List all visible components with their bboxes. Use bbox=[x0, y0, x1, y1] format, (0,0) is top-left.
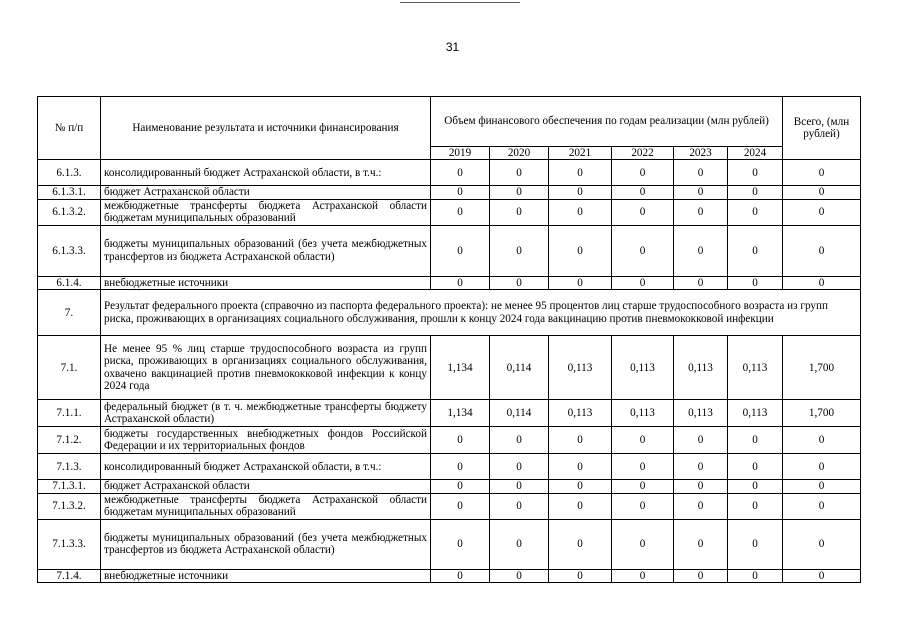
row-name: федеральный бюджет (в т. ч. межбюджетные трансферты бюджету Астраханской области) bbox=[101, 400, 431, 427]
value-2024: 0,113 bbox=[728, 336, 783, 400]
value-2023: 0,113 bbox=[674, 400, 728, 427]
header-name: Наименование результата и источники финансирования bbox=[101, 97, 431, 160]
value-2022: 0 bbox=[612, 454, 674, 480]
row-code: 6.1.4. bbox=[38, 276, 101, 289]
table-row bbox=[38, 400, 861, 427]
table-row bbox=[38, 519, 861, 569]
value-2019: 0 bbox=[431, 199, 490, 225]
header-year-2020: 2020 bbox=[490, 147, 549, 160]
value-2020: 0 bbox=[490, 454, 549, 480]
row-name: консолидированный бюджет Астраханской области, в т.ч.: bbox=[101, 160, 431, 186]
value-total: 0 bbox=[783, 454, 861, 480]
table-row bbox=[38, 336, 861, 400]
value-2023: 0 bbox=[674, 569, 728, 582]
value-2021: 0 bbox=[549, 427, 612, 454]
row-name: межбюджетные трансферты бюджета Астраханской области бюджетам муниципальных образований bbox=[101, 199, 431, 225]
value-2021: 0 bbox=[549, 186, 612, 199]
value-2022: 0 bbox=[612, 276, 674, 289]
value-2024: 0 bbox=[728, 225, 783, 276]
row-name: бюджет Астраханской области bbox=[101, 480, 431, 493]
value-2022: 0,113 bbox=[612, 400, 674, 427]
value-2019: 1,134 bbox=[431, 400, 490, 427]
value-2024: 0 bbox=[728, 160, 783, 186]
row-code: 6.1.3.2. bbox=[38, 199, 101, 225]
value-2022: 0 bbox=[612, 519, 674, 569]
table-row bbox=[38, 427, 861, 454]
row-name: бюджеты государственных внебюджетных фондов Российской Федерации и их территориальных фондов bbox=[101, 427, 431, 454]
value-2024: 0 bbox=[728, 454, 783, 480]
table-row bbox=[38, 290, 861, 336]
value-2022: 0,113 bbox=[612, 336, 674, 400]
value-2020: 0 bbox=[490, 480, 549, 493]
value-2022: 0 bbox=[612, 160, 674, 186]
value-2021: 0 bbox=[549, 160, 612, 186]
value-2023: 0,113 bbox=[674, 336, 728, 400]
value-2022: 0 bbox=[612, 493, 674, 519]
row-code: 6.1.3.3. bbox=[38, 225, 101, 276]
value-2024: 0 bbox=[728, 427, 783, 454]
value-2019: 0 bbox=[431, 519, 490, 569]
top-rule bbox=[400, 2, 520, 3]
value-2019: 1,134 bbox=[431, 336, 490, 400]
table-row bbox=[38, 186, 861, 199]
row-name: консолидированный бюджет Астраханской области, в т.ч.: bbox=[101, 454, 431, 480]
value-total: 0 bbox=[783, 186, 861, 199]
row-code: 7.1.1. bbox=[38, 400, 101, 427]
row-code: 7.1.2. bbox=[38, 427, 101, 454]
value-2023: 0 bbox=[674, 225, 728, 276]
value-total: 0 bbox=[783, 519, 861, 569]
row-name: бюджеты муниципальных образований (без учета межбюджетных трансфертов из бюджета Астраханской области) bbox=[101, 225, 431, 276]
value-2019: 0 bbox=[431, 160, 490, 186]
row-code: 7.1.3.3. bbox=[38, 519, 101, 569]
table-row bbox=[38, 276, 861, 289]
value-2020: 0,114 bbox=[490, 400, 549, 427]
value-2022: 0 bbox=[612, 427, 674, 454]
row-name: внебюджетные источники bbox=[101, 569, 431, 582]
value-2021: 0 bbox=[549, 493, 612, 519]
header-year-2019: 2019 bbox=[431, 147, 490, 160]
value-2021: 0 bbox=[549, 569, 612, 582]
row-code: 6.1.3. bbox=[38, 160, 101, 186]
value-total: 1,700 bbox=[783, 336, 861, 400]
row-code: 7.1.3.1. bbox=[38, 480, 101, 493]
value-2019: 0 bbox=[431, 225, 490, 276]
value-2022: 0 bbox=[612, 569, 674, 582]
value-2023: 0 bbox=[674, 427, 728, 454]
value-2020: 0 bbox=[490, 186, 549, 199]
value-2021: 0 bbox=[549, 199, 612, 225]
value-total: 0 bbox=[783, 160, 861, 186]
table-row bbox=[38, 454, 861, 480]
value-2023: 0 bbox=[674, 480, 728, 493]
value-2023: 0 bbox=[674, 493, 728, 519]
value-2023: 0 bbox=[674, 199, 728, 225]
header-year-2021: 2021 bbox=[549, 147, 612, 160]
value-2020: 0 bbox=[490, 160, 549, 186]
table-row bbox=[38, 160, 861, 186]
table-row bbox=[38, 480, 861, 493]
value-total: 0 bbox=[783, 427, 861, 454]
value-2024: 0,113 bbox=[728, 400, 783, 427]
table-row bbox=[38, 199, 861, 225]
value-2020: 0 bbox=[490, 519, 549, 569]
value-2019: 0 bbox=[431, 454, 490, 480]
value-2023: 0 bbox=[674, 160, 728, 186]
header-year-2024: 2024 bbox=[728, 147, 783, 160]
value-2024: 0 bbox=[728, 199, 783, 225]
value-2020: 0 bbox=[490, 199, 549, 225]
row-name: бюджеты муниципальных образований (без учета межбюджетных трансфертов из бюджета Астраханской области) bbox=[101, 519, 431, 569]
value-2024: 0 bbox=[728, 276, 783, 289]
row-name: бюджет Астраханской области bbox=[101, 186, 431, 199]
value-total: 0 bbox=[783, 493, 861, 519]
value-2022: 0 bbox=[612, 186, 674, 199]
header-total: Всего, (млн рублей) bbox=[783, 97, 861, 160]
value-2020: 0 bbox=[490, 225, 549, 276]
value-2019: 0 bbox=[431, 427, 490, 454]
value-2021: 0 bbox=[549, 276, 612, 289]
row-code: 7.1. bbox=[38, 336, 101, 400]
value-2020: 0,114 bbox=[490, 336, 549, 400]
header-number: № п/п bbox=[38, 97, 101, 160]
row-name: межбюджетные трансферты бюджета Астраханской области бюджетам муниципальных образований bbox=[101, 493, 431, 519]
value-2022: 0 bbox=[612, 199, 674, 225]
value-2021: 0 bbox=[549, 519, 612, 569]
page-number: 31 bbox=[445, 40, 460, 54]
value-2020: 0 bbox=[490, 569, 549, 582]
value-2024: 0 bbox=[728, 569, 783, 582]
value-2021: 0 bbox=[549, 480, 612, 493]
value-2024: 0 bbox=[728, 493, 783, 519]
value-total: 1,700 bbox=[783, 400, 861, 427]
value-2020: 0 bbox=[490, 276, 549, 289]
value-total: 0 bbox=[783, 480, 861, 493]
row-code: 7. bbox=[38, 290, 101, 336]
value-2019: 0 bbox=[431, 276, 490, 289]
value-2023: 0 bbox=[674, 186, 728, 199]
value-2021: 0 bbox=[549, 225, 612, 276]
value-total: 0 bbox=[783, 276, 861, 289]
value-2024: 0 bbox=[728, 480, 783, 493]
row-code: 7.1.4. bbox=[38, 569, 101, 582]
value-2020: 0 bbox=[490, 493, 549, 519]
row-code: 7.1.3. bbox=[38, 454, 101, 480]
value-2024: 0 bbox=[728, 519, 783, 569]
value-2021: 0 bbox=[549, 454, 612, 480]
value-2023: 0 bbox=[674, 454, 728, 480]
header-volume: Объем финансового обеспечения по годам реализации (млн рублей) bbox=[431, 97, 783, 147]
row-name: Не менее 95 % лиц старше трудоспособного возраста из групп риска, проживающих в организациях социального обслуживания, охвачено вакцинацией против пневмококковой инфекции к концу 2024 года bbox=[101, 336, 431, 400]
value-2019: 0 bbox=[431, 186, 490, 199]
value-total: 0 bbox=[783, 569, 861, 582]
value-total: 0 bbox=[783, 199, 861, 225]
value-2023: 0 bbox=[674, 276, 728, 289]
value-2021: 0,113 bbox=[549, 400, 612, 427]
value-2022: 0 bbox=[612, 480, 674, 493]
value-2020: 0 bbox=[490, 427, 549, 454]
value-total: 0 bbox=[783, 225, 861, 276]
value-2023: 0 bbox=[674, 519, 728, 569]
row-code: 7.1.3.2. bbox=[38, 493, 101, 519]
value-2019: 0 bbox=[431, 493, 490, 519]
value-2024: 0 bbox=[728, 186, 783, 199]
result-description: Результат федерального проекта (справочно из паспорта федерального проекта): не менее 95 процентов лиц старше трудоспособного возраста из групп риска, проживающих в организациях социального обслуживания, прошли к концу 2024 года вакцинацию против пневмококковой инфекции bbox=[101, 290, 861, 336]
table-row bbox=[38, 569, 861, 582]
row-name: внебюджетные источники bbox=[101, 276, 431, 289]
table-row bbox=[38, 225, 861, 276]
value-2021: 0,113 bbox=[549, 336, 612, 400]
table-row bbox=[38, 493, 861, 519]
header-year-2023: 2023 bbox=[674, 147, 728, 160]
value-2019: 0 bbox=[431, 569, 490, 582]
header-year-2022: 2022 bbox=[612, 147, 674, 160]
row-code: 6.1.3.1. bbox=[38, 186, 101, 199]
financing-table bbox=[37, 96, 861, 583]
value-2022: 0 bbox=[612, 225, 674, 276]
value-2019: 0 bbox=[431, 480, 490, 493]
